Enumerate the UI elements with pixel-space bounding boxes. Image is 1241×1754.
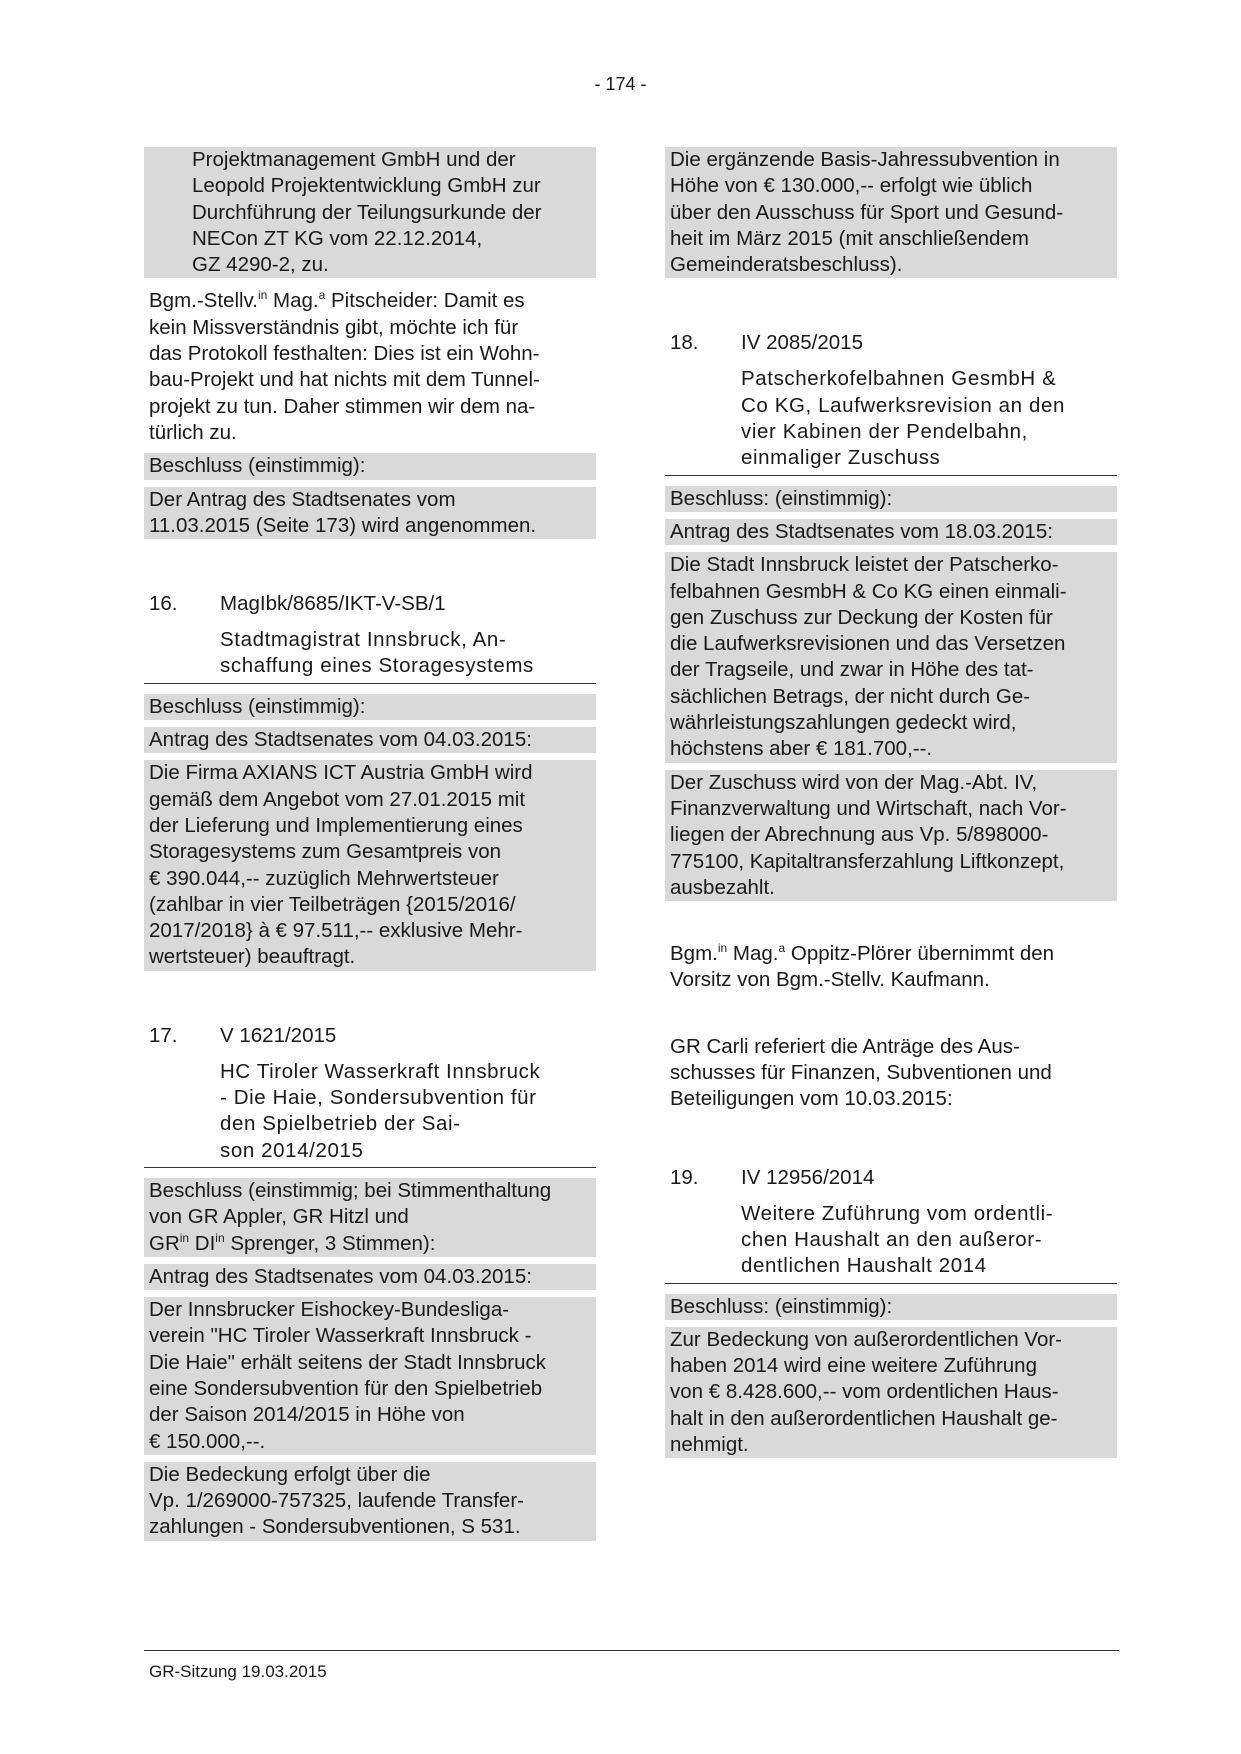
page-number: - 174 - [594, 74, 647, 94]
text-line: 11.03.2015 (Seite 173) wird angenommen. [149, 513, 537, 537]
text-line: türlich zu. [149, 420, 237, 444]
left-column [144, 147, 596, 1541]
agenda-item-16 [144, 591, 596, 971]
beschluss-label: Beschluss: (einstimmig): [665, 1294, 1117, 1320]
item-heading [665, 1165, 1117, 1191]
beschluss-label: Beschluss (einstimmig; bei Stimmenthaltung von GR Appler, GR Hitzl und $GR^{in}$ $DI^{in}$ Sprenger, 3 Stimmen): [144, 1178, 596, 1257]
item-number: 16. [149, 592, 178, 616]
text-line: NECon ZT KG vom 22.12.2014, [192, 226, 483, 250]
item-title: Patscherkofelbahnen GesmbH & Co KG, Laufwerksrevision an den vier Kabinen der Pendelbahn, einmaliger Zuschuss [665, 366, 1117, 475]
text-line: Durchführung der Teilungsurkunde der [192, 200, 542, 224]
item-number: 19. [670, 1165, 699, 1189]
decision-block-15 [144, 453, 596, 539]
continued-decision-text [144, 147, 596, 278]
text-line: projekt zu tun. Daher stimmen wir dem na- [149, 394, 536, 418]
report-note: GR Carli referiert die Anträge des Aus- schusses für Finanzen, Subventionen und Beteiligungen vom 10.03.2015: [670, 1034, 1052, 1111]
decision-text: Die Firma AXIANS ICT Austria GmbH wird gemäß dem Angebot vom 27.01.2015 mit der Lieferung und Implementierung eines Storagesystems zum Gesamtpreis von € 390.044,-- zuzüglich Mehrwertsteuer (zahlbar in vier Teilbeträgen {2015/2016/ 2017/2018} à € 97.511,-- exklusive Mehr- wertsteuer) beauftragt. [144, 760, 596, 970]
agenda-item-17 [144, 1023, 596, 1541]
agenda-item-19 [665, 1165, 1117, 1459]
text-line: kein Missverständnis gibt, möchte ich für [149, 315, 519, 339]
item-number: 17. [149, 1023, 178, 1047]
item-heading [144, 591, 596, 617]
footer-divider [144, 1650, 1119, 1651]
text-line: das Protokoll festhalten: Dies ist ein Wohn- [149, 342, 540, 366]
right-column [665, 147, 1117, 1458]
item-heading [144, 1023, 596, 1049]
item-title: Weitere Zuführung vom ordentli- chen Haushalt an den außeror- dentlichen Haushalt 2014 [665, 1201, 1117, 1284]
agenda-item-18 [665, 330, 1117, 901]
item-code: IV 12956/2014 [741, 1165, 875, 1189]
footer-text: GR-Sitzung 19.03.2015 [149, 1662, 327, 1681]
item-code: MagIbk/8685/IKT-V-SB/1 [220, 592, 446, 616]
item-title: HC Tiroler Wasserkraft Innsbruck - Die Haie, Sondersubvention für den Spielbetrieb der Sai- son 2014/2015 [144, 1059, 596, 1168]
antrag-label: Antrag des Stadtsenates vom 04.03.2015: [144, 727, 596, 753]
item-code: V 1621/2015 [220, 1023, 337, 1047]
antrag-label: Antrag des Stadtsenates vom 18.03.2015: [665, 519, 1117, 545]
decision-text: Der Innsbrucker Eishockey-Bundesliga- verein "HC Tiroler Wasserkraft Innsbruck - Die Haie" erhält seitens der Stadt Innsbruck eine Sondersubvention für den Spielbetrieb der Saison 2014/2015 in Höhe von € 150.000,--. [144, 1297, 596, 1455]
beschluss-label: Beschluss: (einstimmig): [665, 486, 1117, 512]
item-title: Stadtmagistrat Innsbruck, An- schaffung eines Storagesystems [144, 627, 596, 684]
beschluss-label: Beschluss (einstimmig): [144, 453, 596, 479]
beschluss-label: Beschluss (einstimmig): [144, 694, 596, 720]
speaker-line: Bgm.-Stellv.$^{in}$ Mag.$^a$ Pitscheider: Damit es [149, 288, 525, 313]
text-line: bau-Projekt und hat nichts mit dem Tunnel- [149, 368, 540, 392]
item-heading [665, 330, 1117, 356]
funding-text: Die Bedeckung erfolgt über die Vp. 1/269000-757325, laufende Transfer- zahlungen - Sondersubventionen, S 531. [144, 1462, 596, 1541]
decision-text: Die Stadt Innsbruck leistet der Patscherko- felbahnen GesmbH & Co KG einen einmali- gen Zuschuss zur Deckung der Kosten für die Laufwerksrevisionen und das Versetzen der Tragseile, und zwar in Höhe des tat- sächlichen Betrags, der nicht durch Ge- währleistungszahlungen gedeckt wird, höchstens aber € 181.700,--. [665, 552, 1117, 762]
decision-text [144, 487, 596, 540]
text-line: Leopold Projektentwicklung GmbH zur [192, 174, 541, 198]
text-line: GZ 4290-2, zu. [192, 253, 329, 277]
payment-text: Der Zuschuss wird von der Mag.-Abt. IV, Finanzverwaltung und Wirtschaft, nach Vor- liegen der Abrechnung aus Vp. 5/898000- 775100, Kapitaltransferzahlung Liftkonzept, ausbezahlt. [665, 770, 1117, 901]
item-code: IV 2085/2015 [741, 331, 863, 355]
text-line: Der Antrag des Stadtsenates vom [149, 487, 456, 511]
item-number: 18. [670, 331, 699, 355]
decision-text: Zur Bedeckung von außerordentlichen Vor- haben 2014 wird eine weitere Zuführung von € 8.428.600,-- vom ordentlichen Haus- halt in den außerordentlichen Haushalt ge- nehmigt. [665, 1327, 1117, 1458]
chair-change-note: Bgm.$^{in}$ Mag.$^a$ Oppitz-Plörer übernimmt den Vorsitz von Bgm.-Stellv. Kaufmann. [670, 941, 1055, 992]
speech-pitscheider [144, 288, 596, 446]
text-line: Projektmanagement GmbH und der [192, 148, 516, 171]
continued-decision-text: Die ergänzende Basis-Jahressubvention in Höhe von € 130.000,-- erfolgt wie üblich über den Ausschuss für Sport und Gesund- heit im März 2015 (mit anschließendem Gemeinderatsbeschluss). [665, 147, 1117, 278]
antrag-label: Antrag des Stadtsenates vom 04.03.2015: [144, 1264, 596, 1290]
